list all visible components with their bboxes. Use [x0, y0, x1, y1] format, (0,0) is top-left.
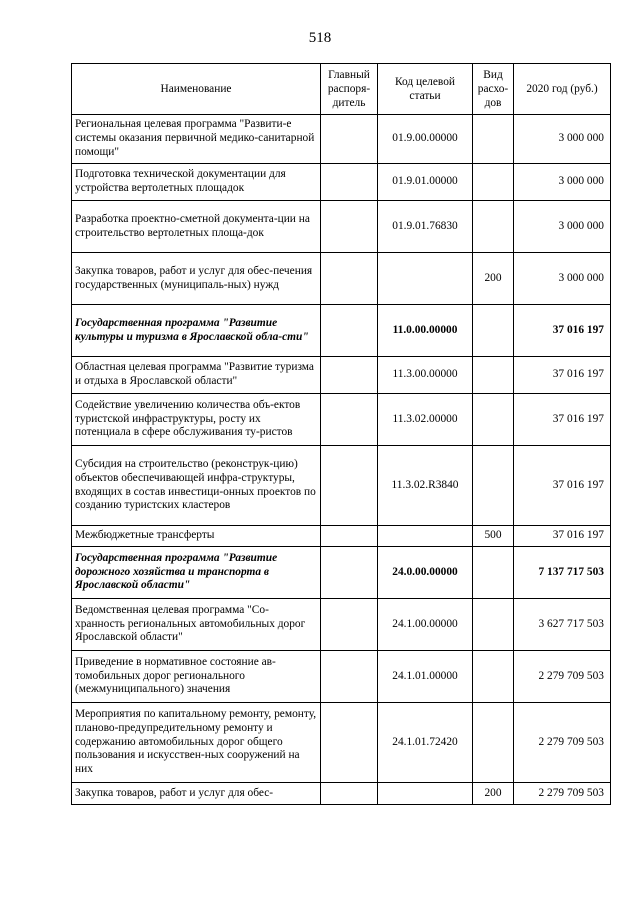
cell-admin	[321, 253, 378, 305]
table-row	[72, 446, 611, 526]
cell-code: 24.1.01.00000	[378, 651, 473, 703]
cell-name: Закупка товаров, работ и услуг для обес-	[72, 783, 321, 805]
cell-sum: 2 279 709 503	[514, 651, 611, 703]
page-number: 518	[308, 30, 332, 46]
cell-code	[378, 783, 473, 805]
cell-sum: 37 016 197	[514, 357, 611, 394]
cell-kind	[473, 305, 514, 357]
cell-code: 11.3.02.R3840	[378, 446, 473, 526]
cell-name: Областная целевая программа "Развитие туризма и отдыха в Ярославской области"	[72, 357, 321, 394]
cell-sum: 3 000 000	[514, 164, 611, 201]
header-name: Наименование	[72, 64, 321, 115]
cell-sum: 37 016 197	[514, 446, 611, 526]
table-row	[72, 599, 611, 651]
cell-code: 01.9.01.76830	[378, 201, 473, 253]
table-row	[72, 783, 611, 805]
cell-admin	[321, 201, 378, 253]
cell-code: 01.9.01.00000	[378, 164, 473, 201]
cell-admin	[321, 305, 378, 357]
cell-sum: 3 000 000	[514, 253, 611, 305]
cell-admin	[321, 115, 378, 164]
cell-code	[378, 253, 473, 305]
cell-admin	[321, 526, 378, 547]
cell-kind	[473, 599, 514, 651]
table-row	[72, 115, 611, 164]
cell-code: 11.0.00.00000	[378, 305, 473, 357]
cell-name: Субсидия на строительство (реконструк-цию) объектов обеспечивающей инфра-структуры, входящих в состав инвестици-онных проектов по созданию туристских кластеров	[72, 446, 321, 526]
table-row	[72, 201, 611, 253]
cell-name: Разработка проектно-сметной документа-ции на строительство вертолетных площа-док	[72, 201, 321, 253]
cell-kind	[473, 703, 514, 783]
cell-kind	[473, 357, 514, 394]
cell-sum: 37 016 197	[514, 305, 611, 357]
cell-sum: 37 016 197	[514, 526, 611, 547]
cell-name: Межбюджетные трансферты	[72, 526, 321, 547]
table-row	[72, 164, 611, 201]
cell-sum: 3 627 717 503	[514, 599, 611, 651]
cell-code: 24.1.00.00000	[378, 599, 473, 651]
cell-kind	[473, 115, 514, 164]
cell-name: Подготовка технической документации для устройства вертолетных площадок	[72, 164, 321, 201]
cell-admin	[321, 394, 378, 446]
cell-admin	[321, 547, 378, 599]
cell-kind: 200	[473, 253, 514, 305]
cell-kind	[473, 651, 514, 703]
cell-name: Закупка товаров, работ и услуг для обес-печения государственных (муниципаль-ных) нужд	[72, 253, 321, 305]
table-row	[72, 547, 611, 599]
budget-table	[71, 63, 611, 805]
cell-admin	[321, 446, 378, 526]
table-row	[72, 394, 611, 446]
cell-admin	[321, 651, 378, 703]
cell-kind	[473, 164, 514, 201]
table-row	[72, 651, 611, 703]
table-body	[72, 115, 611, 805]
cell-name: Содействие увеличению количества объ-ектов туристской инфраструктуры, росту их потенциала в сфере обслуживания ту-ристов	[72, 394, 321, 446]
cell-name: Государственная программа "Развитие дорожного хозяйства и транспорта в Ярославской области"	[72, 547, 321, 599]
cell-name: Мероприятия по капитальному ремонту, ремонту, планово-предупредительному ремонту и содержанию автомобильных дорог общего пользования и искусствен-ных сооружений на них	[72, 703, 321, 783]
cell-code: 24.1.01.72420	[378, 703, 473, 783]
table-row	[72, 357, 611, 394]
cell-admin	[321, 357, 378, 394]
cell-name: Приведение в нормативное состояние ав-томобильных дорог регионального (межмуниципального) значения	[72, 651, 321, 703]
header-admin: Главный распоря-дитель	[321, 64, 378, 115]
cell-kind: 200	[473, 783, 514, 805]
cell-kind	[473, 547, 514, 599]
cell-sum: 37 016 197	[514, 394, 611, 446]
table-header-row	[72, 64, 611, 115]
cell-admin	[321, 164, 378, 201]
table-row	[72, 305, 611, 357]
cell-sum: 2 279 709 503	[514, 703, 611, 783]
cell-sum: 7 137 717 503	[514, 547, 611, 599]
header-code: Код целевой статьи	[378, 64, 473, 115]
cell-sum: 3 000 000	[514, 115, 611, 164]
cell-code: 11.3.02.00000	[378, 394, 473, 446]
cell-name: Региональная целевая программа "Развити-е системы оказания первичной медико-санитарной помощи"	[72, 115, 321, 164]
cell-code	[378, 526, 473, 547]
cell-name: Государственная программа "Развитие культуры и туризма в Ярославской обла-сти"	[72, 305, 321, 357]
table-row	[72, 703, 611, 783]
cell-kind: 500	[473, 526, 514, 547]
cell-kind	[473, 446, 514, 526]
cell-name: Ведомственная целевая программа "Со-хранность региональных автомобильных дорог Ярославской области"	[72, 599, 321, 651]
cell-code: 24.0.00.00000	[378, 547, 473, 599]
header-sum: 2020 год (руб.)	[514, 64, 611, 115]
cell-code: 11.3.00.00000	[378, 357, 473, 394]
cell-admin	[321, 783, 378, 805]
cell-kind	[473, 201, 514, 253]
table-row	[72, 526, 611, 547]
cell-admin	[321, 703, 378, 783]
cell-code: 01.9.00.00000	[378, 115, 473, 164]
header-kind: Вид расхо-дов	[473, 64, 514, 115]
cell-sum: 2 279 709 503	[514, 783, 611, 805]
cell-sum: 3 000 000	[514, 201, 611, 253]
table-row	[72, 253, 611, 305]
cell-admin	[321, 599, 378, 651]
cell-kind	[473, 394, 514, 446]
